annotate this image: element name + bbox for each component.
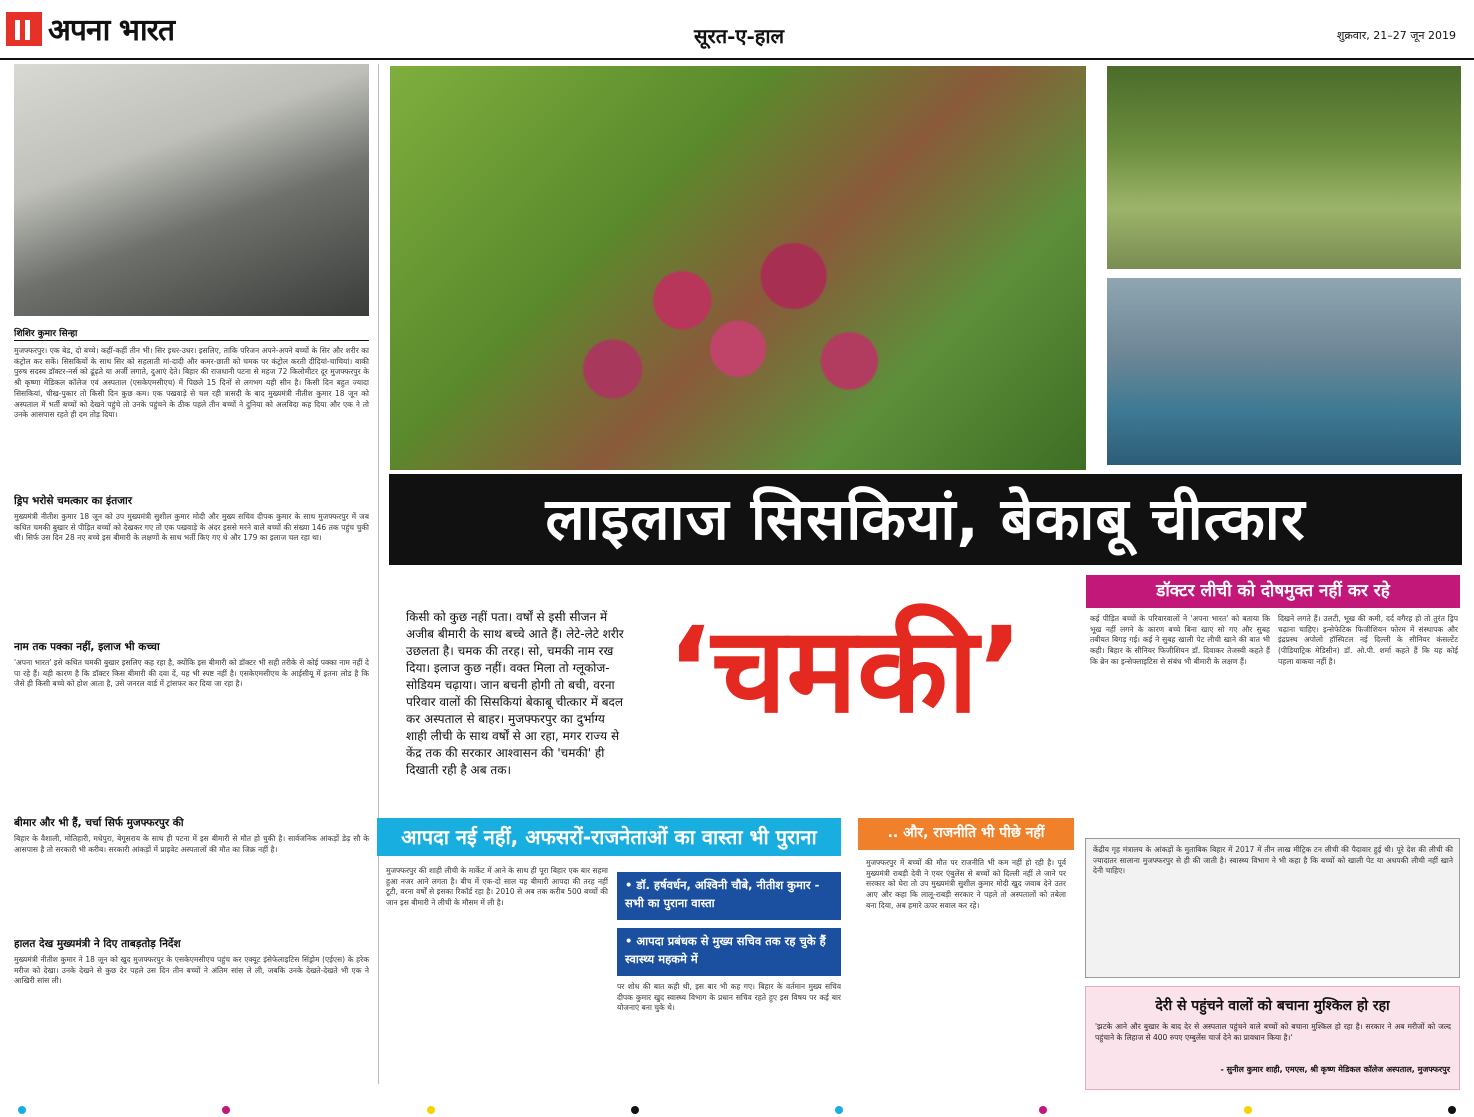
chamki-title: ‘चमकी’: [666, 601, 1024, 739]
doctor-text-2: दिखने लगते हैं। उलटी, भूख की कमी, दर्द वगैरह हो तो तुरंत ड्रिप चढ़ाना चाहिए। इन्सेफेटिक फिजीशियन फोरम में संस्थापक और इंद्रप्रस्थ अपोलो हॉस्पिटल नई दिल्ली के सीनियर कंसल्टेंट (पीडियाट्रिक मेडिसीन) डॉ. ओ.पी. शर्मा कहते हैं कि यह कोई पहला वाकया नहीं है।: [1278, 614, 1458, 666]
subheading: नाम तक पक्का नहीं, इलाज भी कच्चा: [14, 641, 160, 653]
quote-title: देरी से पहुंचने वालों को बचाना मुश्किल हो रहा: [1155, 998, 1390, 1014]
photo-litchi: [390, 66, 1086, 470]
headline: लाइलाज सिसकियां, बेकाबू चीत्कार: [545, 485, 1306, 553]
section-text: मुख्यमंत्री नीतीश कुमार 18 जून को उप मुख्यमंत्री सुशील कुमार मोदी और मुख्य सचिव दीपक कुमार के साथ मुजफ्फरपुर में जब कथित चमकी बुखार से पीड़ित बच्चों को देखकर गए तो एक पखवाड़े के अंदर इससे मरने वाले बच्चों की संख्या 146 तक पहुंच चुकी थी। सिर्फ उस दिन 28 नए बच्चे इस बीमारी के लक्षणों के साथ भर्ती किए गए थे और 179 का इलाज चल रहा था।: [14, 512, 369, 543]
highlight-box-2: • आपदा प्रबंधक से मुख्य सचिव तक रह चुके हैं स्वास्थ्य महकमे में: [617, 928, 841, 976]
section-title: सूरत-ए-हाल: [694, 24, 785, 48]
registration-dot: [835, 1106, 843, 1114]
print-registration-strip: [0, 1103, 1474, 1117]
doctor-section-title: डॉक्टर लीची को दोषमुक्त नहीं कर रहे: [1156, 581, 1390, 601]
history-section-title: आपदा नई नहीं, अफसरों-राजनेताओं का वास्ता भी पुराना: [401, 825, 817, 849]
litchi-fact-text: केंद्रीय गृह मंत्रालय के आंकड़ों के मुताबिक बिहार में 2017 में तीन लाख मीट्रिक टन लीची की पैदावार हुई थी। पूरे देश की लीची की ज्यादातर सालाना मुजफ्फरपुर से ही की जाती है। स्वास्थ्य विभाग ने भी कहा है कि बच्चों को खाली पेट या अधपकी लीची नहीं खाने देनी चाहिए।: [1093, 845, 1453, 876]
dateline: शुक्रवार, 21–27 जून 2019: [1336, 29, 1456, 42]
intro-text: मुजफ्फरपुर। एक बेड, दो बच्चे। कहीं-कहीं तीन भी। सिर इधर-उधर। इसलिए, ताकि परिजन अपने-अपने बच्चों के सिर और शरीर का कंट्रोल कर सकें। सिसकियों के साथ सिर को सहलाती मां-दादी और कमर-छाती को चमक पर कंट्रोल करती दीदियां-चाचियां। बाकी पुरुष सदस्य डॉक्टर-नर्स को ढूंढ़ते या अर्जी लगाते, दुआएं देते। बिहार की राजधानी पटना से महज 72 किलोमीटर दूर मुजफ्फरपुर के श्री कृष्णा मेडिकल कॉलेज एवं अस्पताल (एसकेएमसीएच) में पिछले 15 दिनों से लगभग यही सीन है। किसी दिन बहुत ज्यादा सिसकियां, चीख-पुकार तो किसी दिन कुछ कम। एक पखवाड़े से चल रही त्रासदी के बाद मुख्यमंत्री नीतीश कुमार 18 जून को अस्पताल में भर्ती बच्चों को देखने पहुंचे तो उनके पहुंचने के ठीक पहले तीन बच्चों ने दुनिया को अलविदा कह दिया और एक ने तो उनके आसपास रहते ही दम तोड़ दिया।: [14, 346, 369, 420]
pull-quote: किसी को कुछ नहीं पता। वर्षों से इसी सीजन में अजीब बीमारी के साथ बच्चे आते हैं। लेटे-लेटे शरीर उछलता है। चमक की तरह। सो, चमकी नाम रख दिया। इलाज कुछ नहीं। वक्त मिला तो ग्लूकोज-सोडियम चढ़ाया। जान बचनी होगी तो बची, वरना परिवार वालों की सिसकियां बेकाबू चीत्कार में बदल कर अस्पताल से बाहर। मुजफ्फरपुर का दुर्भाग्य शाही लीची के साथ वर्षों से आ रहा, मगर राज्य से केंद्र तक की सरकार आश्वासन की 'चमकी' ही दिखाती रही है अब तक।: [406, 610, 624, 777]
section-text: बिहार के वैशाली, मोतिहारी, मधेपुरा, बेगूसराय के साथ ही पटना में इस बीमारी से मौत हो चुकी है। सार्वजनिक आंकड़ों डेढ़ सौ के आसपास है तो सरकारी भी करीब। सरकारी आंकड़ों में प्राइवेट अस्पतालों की मौत का जिक्र नहीं है।: [14, 834, 369, 854]
section-text: 'अपना भारत' इसे कथित चमकी बुखार इसलिए कह रहा है, क्योंकि इस बीमारी को डॉक्टर भी सही तरीके से कोई पक्का नाम नहीं दे पा रहे हैं। यही कारण है कि डॉक्टर किस बीमारी की दवा दें, यह भी स्पष्ट नहीं है। एसकेएमसीएच के आईसीयू में इतना लोड है कि जैसे ही किसी बच्चे को होश आता है, उसे जनरल वार्ड में ट्रांसफर कर दिया जा रहा है।: [14, 658, 369, 689]
section-text: मुख्यमंत्री नीतीश कुमार ने 18 जून को खुद मुजफ्फरपुर के एसकेएमसीएच पहुंच कर एक्यूट इंसेफेलाइटिस सिंड्रोम (एईएस) के हरेक मरीज को देखा। उनके देखने से कुछ देर पहले उस दिन तीन बच्चों ने अंतिम सांस ले ली, जबकि उनके देखते-देखते भी एक ने आखिरी सांस ली।: [14, 955, 369, 986]
highlight-box-1: • डॉ. हर्षवर्धन, अश्विनी चौबे, नीतीश कुमार - सभी का पुराना वास्ता: [617, 872, 841, 920]
column-divider: [378, 64, 379, 1084]
history-text-3: पर शोध की बात कही थी, इस बार भी कह गए। बिहार के वर्तमान मुख्य सचिव दीपक कुमार खुद स्वास्थ्य विभाग के प्रधान सचिव रहते हुए इस विषय पर कई बार योजनाएं बना चुके थे।: [617, 982, 841, 1013]
photo-litchi-orchard: [1107, 66, 1461, 269]
divider: [14, 340, 369, 341]
quote-text: 'झटके आने और बुखार के बाद देर से अस्पताल पहुंचने वाले बच्चों को बचाना मुश्किल हो रहा है। सरकार ने अब मरीजों को जल्द पहुंचाने के लिहाज से 400 रुपए एम्बुलेंस चार्ज देने का प्रावधान किया है।': [1095, 1022, 1451, 1042]
politics-section-title: .. और, राजनीति भी पीछे नहीं: [887, 825, 1045, 841]
subheading: ड्रिप भरोसे चमत्कार का इंतजार: [14, 495, 133, 507]
registration-dot: [427, 1106, 435, 1114]
registration-dot: [18, 1106, 26, 1114]
registration-dot: [631, 1106, 639, 1114]
logo-icon: [6, 12, 42, 46]
byline: शिशिर कुमार सिन्हा: [14, 329, 78, 339]
photo-hospital-ward: [1107, 278, 1461, 465]
registration-dot: [222, 1106, 230, 1114]
logo-mark: [25, 20, 30, 40]
registration-dot: [1448, 1106, 1456, 1114]
subheading: हालत देख मुख्यमंत्री ने दिए ताबड़तोड़ निर्देश: [14, 938, 181, 950]
registration-dot: [1039, 1106, 1047, 1114]
doctor-text-1: कई पीड़ित बच्चों के परिवारवालों ने 'अपना भारत' को बताया कि भूख नहीं लगने के कारण बच्चे बिना खाए सो गए और सुबह तबीयत बिगड़ गई। कई ने सुबह खाली पेट लीची खाने की बात भी कही। बिहार के सीनियर फिजीशियन डॉ. दिवाकर तेजस्वी कहते हैं कि ब्रेन का इन्सेफ्लाइटिस से संबंध भी बीमारी के लक्षण हैं।: [1090, 614, 1270, 666]
history-text-1: मुजफ्फरपुर की शाही लीची के मार्केट में आने के साथ ही पूरा बिहार एक बार सहमा हुआ नजर आने लगता है। बीच में एक-दो साल यह बीमारी आपदा की तरह नहीं टूटी, वरना वर्षों से इसका रिकॉर्ड रहा है। 2010 से अब तक करीब 500 बच्चों की जान इस बीमारी ने लीची के मौसम में ली है।: [386, 866, 608, 908]
registration-dot: [1244, 1106, 1252, 1114]
left-column: [14, 346, 369, 1076]
brand-title: अपना भारत: [48, 13, 175, 48]
logo-mark: [15, 20, 20, 40]
quote-signature: - सुनील कुमार शाही, एमएस, श्री कृष्ण मेडिकल कॉलेज अस्पताल, मुजफ्फरपुर: [1220, 1065, 1450, 1074]
politics-text: मुजफ्फरपुर में बच्चों की मौत पर राजनीति भी कम नहीं हो रही है। पूर्व मुख्यमंत्री राबड़ी देवी ने एयर एंबुलेंस से बच्चों को दिल्ली नहीं ले जाने पर सरकार को घेरा तो उप मुख्यमंत्री सुशील कुमार मोदी खुद जवाब देने उतर आए और कहा कि लालू-राबड़ी सरकार ने पहले तो अस्पतालों को तबेला बना दिया, अब हमारे ऊपर सवाल कर रहे।: [866, 858, 1066, 910]
subheading: बीमार और भी हैं, चर्चा सिर्फ मुजफ्फरपुर की: [14, 817, 184, 829]
photo-cm-hospital-visit: [14, 64, 369, 316]
